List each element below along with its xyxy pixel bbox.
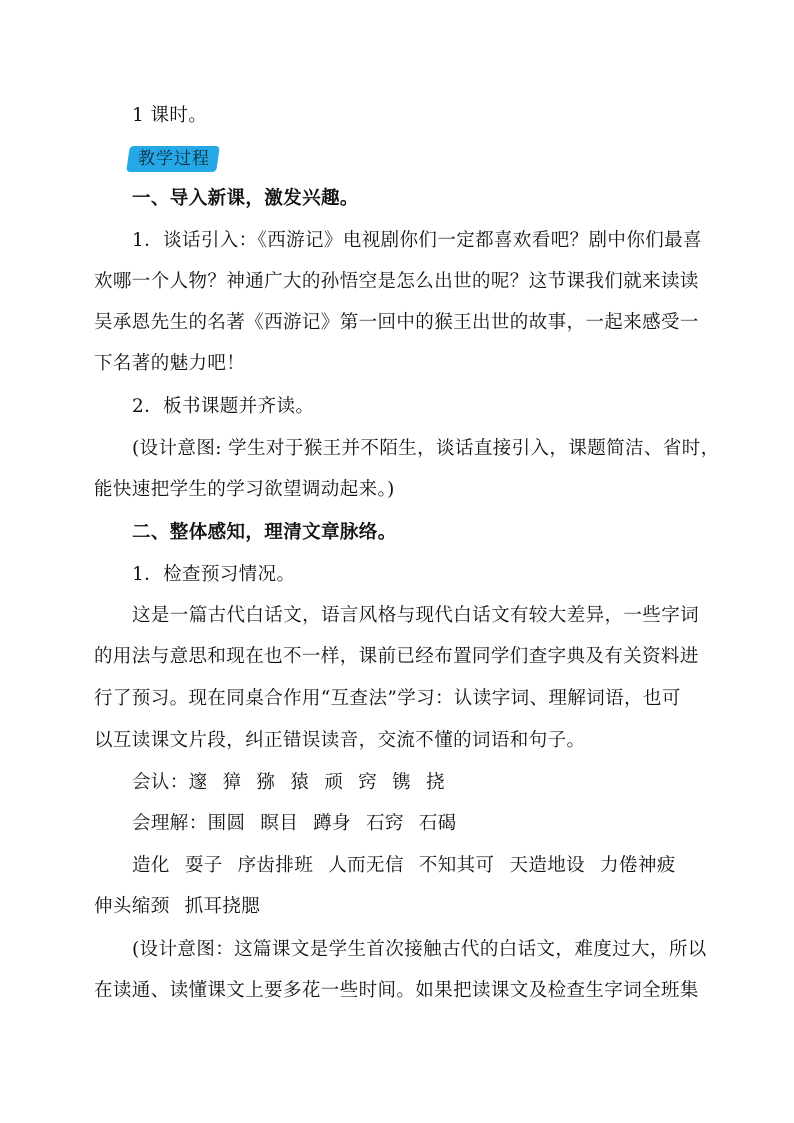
vocab-word: 瞑目 bbox=[260, 813, 299, 834]
paragraph-line: 欢哪一个人物？神通广大的孙悟空是怎么出世的呢？这节课我们就来读读 bbox=[94, 271, 699, 292]
paragraph-line: 1．检查预习情况。 bbox=[132, 564, 296, 585]
phrases-row bbox=[132, 853, 676, 879]
vocab-char: 窍 bbox=[358, 772, 378, 793]
phrase: 力倦神疲 bbox=[600, 855, 676, 876]
phrase: 序齿排班 bbox=[237, 855, 314, 876]
phrase: 天造地设 bbox=[509, 855, 586, 876]
vocab-char: 挠 bbox=[426, 772, 445, 793]
vocab-word: 石碣 bbox=[418, 813, 457, 834]
paragraph-line: 行了预习。现在同桌合作用“互查法”学习：认读字词、理解词语，也可 bbox=[94, 688, 681, 709]
phrase: 不知其可 bbox=[418, 855, 495, 876]
recognize-label: 会认： bbox=[132, 772, 189, 793]
recognize-chars-row bbox=[132, 770, 460, 796]
design-note-line: (设计意图：这篇课文是学生首次接触古代的白话文，难度过大，所以 bbox=[132, 939, 707, 960]
heading-intro: 一、导入新课，激发兴趣。 bbox=[132, 188, 359, 209]
phrase: 耍子 bbox=[184, 855, 223, 876]
paragraph-line: 2．板书课题并齐读。 bbox=[132, 396, 315, 417]
vocab-word: 围圆 bbox=[207, 813, 246, 834]
phrase: 伸头缩颈 bbox=[94, 896, 170, 917]
paragraph-line: 吴承恩先生的名著《西游记》第一回中的猴王出世的故事，一起来感受一 bbox=[94, 312, 699, 333]
design-note-line: 能快速把学生的学习欲望调动起来。) bbox=[94, 479, 395, 500]
section-badge bbox=[126, 146, 220, 172]
paragraph-line: 下名著的魅力吧！ bbox=[94, 353, 246, 374]
phrase: 造化 bbox=[132, 855, 170, 876]
vocab-char: 镌 bbox=[392, 772, 412, 793]
design-note-line: 在读通、读懂课文上要多花一些时间。如果把读课文及检查生字词全班集 bbox=[94, 980, 699, 1001]
vocab-char: 獐 bbox=[222, 772, 242, 793]
vocab-char: 顽 bbox=[324, 772, 344, 793]
paragraph-line: 以互读课文片段，纠正错误读音，交流不懂的词语和句子。 bbox=[94, 730, 586, 751]
understand-words-row bbox=[132, 811, 472, 837]
phrases-row bbox=[94, 894, 275, 920]
vocab-char: 猿 bbox=[290, 772, 310, 793]
paragraph-line: 1．谈话引入：《西游记》电视剧你们一定都喜欢看吧？剧中你们最喜 bbox=[132, 230, 702, 251]
class-hours-line: 1 课时。 bbox=[132, 105, 208, 126]
phrase: 抓耳挠腮 bbox=[184, 896, 261, 917]
understand-label: 会理解： bbox=[132, 813, 208, 834]
phrase: 人而无信 bbox=[328, 855, 404, 876]
heading-overview: 二、整体感知，理清文章脉络。 bbox=[132, 522, 397, 543]
section-badge-label: 教学过程 bbox=[138, 149, 210, 169]
vocab-char: 猕 bbox=[256, 772, 276, 793]
vocab-char: 邃 bbox=[188, 772, 208, 793]
paragraph-line: 这是一篇古代白话文，语言风格与现代白话文有较大差异，一些字词 bbox=[132, 605, 700, 626]
vocab-word: 蹲身 bbox=[313, 813, 352, 834]
paragraph-line: 的用法与意思和现在也不一样，课前已经布置同学们查字典及有关资料进 bbox=[94, 646, 699, 667]
vocab-word: 石窍 bbox=[366, 813, 404, 834]
design-note-line: (设计意图: 学生对于猴王并不陌生，谈话直接引入，课题简洁、省时， bbox=[132, 438, 720, 459]
